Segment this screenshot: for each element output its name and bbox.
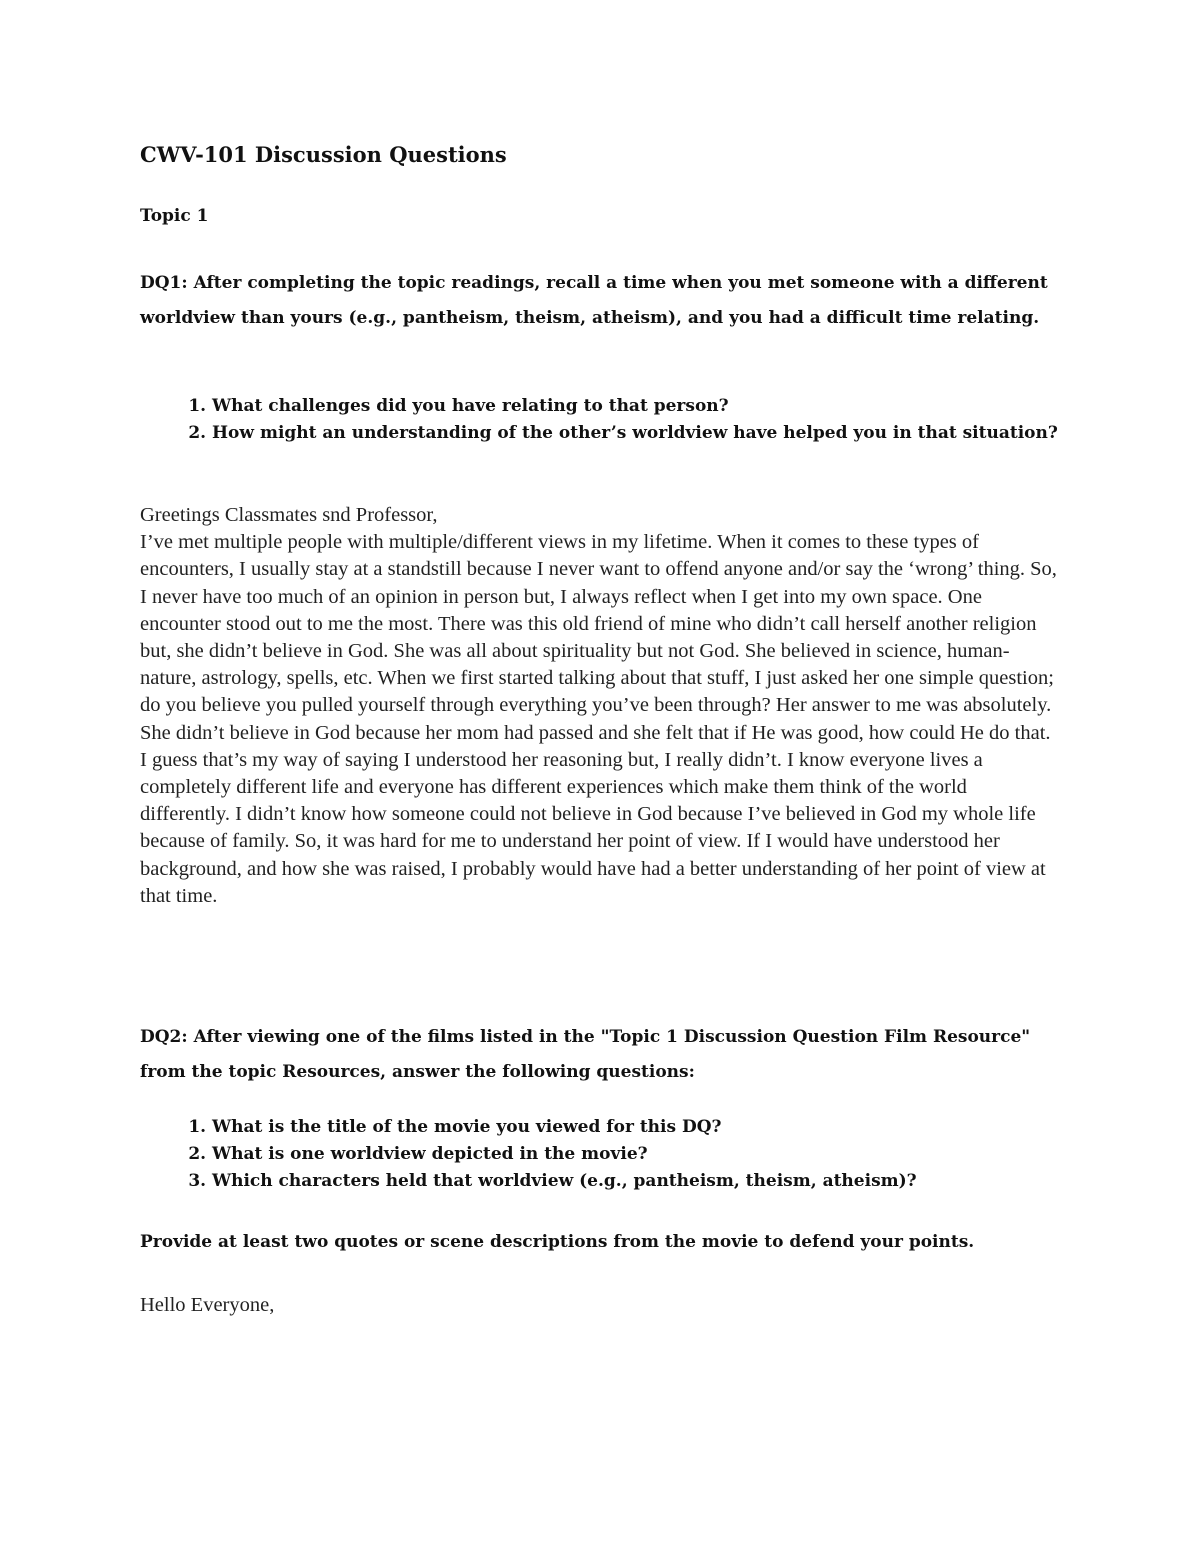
topic-heading: Topic 1 bbox=[140, 206, 209, 226]
dq2-question-list bbox=[140, 1114, 1060, 1195]
dq1-question-1: 1. What challenges did you have relating to that person? bbox=[212, 393, 1060, 420]
dq2-prompt bbox=[140, 1020, 1060, 1090]
dq1-prompt-text: After completing the topic readings, recall a time when you met someone with a different worldview than yours (e.g., pantheism, theism, atheism), and you had a difficult time relating. bbox=[140, 273, 1048, 328]
dq1-question-2: 2. How might an understanding of the other’s worldview have helped you in that situation? bbox=[212, 420, 1060, 447]
dq1-response bbox=[140, 502, 1060, 910]
dq2-question-1: 1. What is the title of the movie you viewed for this DQ? bbox=[212, 1114, 1060, 1141]
dq2-question-3: 3. Which characters held that worldview (e.g., pantheism, theism, atheism)? bbox=[212, 1168, 1060, 1195]
dq1-question-list bbox=[140, 393, 1060, 447]
document-title: CWV-101 Discussion Questions bbox=[140, 142, 507, 167]
dq2-question-2: 2. What is one worldview depicted in the movie? bbox=[212, 1141, 1060, 1168]
dq2-prompt-text: After viewing one of the films listed in the "Topic 1 Discussion Question Film Resource" from the topic Resources, answer the following questions: bbox=[140, 1027, 1031, 1082]
dq1-response-body: I’ve met multiple people with multiple/different views in my lifetime. When it comes to these types of encounters, I usually stay at a standstill because I never want to offend anyone and/or say the ‘wrong’ thing. So, I never have too much of an opinion in person but, I always reflect when I get into my own space. One encounter stood out to me the most. There was this old friend of mine who didn’t call herself another religion but, she didn’t believe in God. She was all about spirituality but not God. She believed in science, human-nature, astrology, spells, etc. When we first started talking about that stuff, I just asked her one simple question; do you believe you pulled yourself through everything you’ve been through? Her answer to me was absolutely. She didn’t believe in God because her mom had passed and she felt that if He was good, how could He do that. I guess that’s my way of saying I understood her reasoning but, I really didn’t. I know everyone lives a completely different life and everyone has different experiences which make them think of the world differently. I didn’t know how someone could not believe in God because I’ve believed in God my whole life because of family. So, it was hard for me to understand her point of view. If I would have understood her background, and how she was raised, I probably would have had a better understanding of her point of view at that time. bbox=[140, 531, 1057, 907]
dq1-label: DQ1: bbox=[140, 273, 188, 293]
dq1-prompt bbox=[140, 266, 1060, 336]
dq2-response-greeting: Hello Everyone, bbox=[140, 1294, 275, 1316]
dq2-label: DQ2: bbox=[140, 1027, 188, 1047]
dq2-requirement: Provide at least two quotes or scene descriptions from the movie to defend your points. bbox=[140, 1232, 975, 1252]
dq1-response-greeting: Greetings Classmates snd Professor, bbox=[140, 504, 438, 526]
